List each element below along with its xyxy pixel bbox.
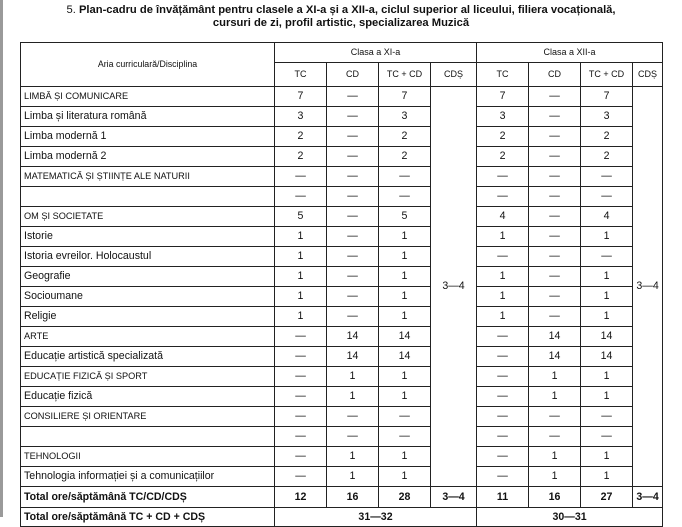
header-tccd-11: TC + CD: [379, 63, 431, 87]
cell-tccd-11: 14: [379, 347, 431, 367]
cell-tccd-12: 3: [581, 107, 633, 127]
cell-cd-12: —: [529, 187, 581, 207]
cell-tccd-11: 1: [379, 307, 431, 327]
total-cell-11: 16: [327, 487, 379, 508]
cell-tc-12: 7: [477, 87, 529, 107]
cell-tc-11: —: [275, 407, 327, 427]
cell-cd-11: —: [327, 207, 379, 227]
cds-class12-merged: 3—4: [633, 87, 663, 487]
cell-tccd-12: —: [581, 167, 633, 187]
table-row: [21, 147, 663, 167]
discipline-name: CONSILIERE ȘI ORIENTARE: [21, 407, 275, 427]
discipline-name: TEHNOLOGII: [21, 447, 275, 467]
total-cell-11: 12: [275, 487, 327, 508]
grand-total-row: [21, 508, 663, 527]
cell-tc-11: 1: [275, 307, 327, 327]
cell-cd-12: 1: [529, 367, 581, 387]
cell-cd-12: —: [529, 107, 581, 127]
title-number: 5.: [66, 4, 76, 16]
cds-class11-merged: 3—4: [431, 87, 477, 487]
class11-header: Clasa a XI-a: [275, 43, 477, 63]
cell-tc-11: 1: [275, 227, 327, 247]
header-tc-12: TC: [477, 63, 529, 87]
discipline-name: Istorie: [21, 227, 275, 247]
title-text-1: Plan-cadru de învățământ pentru clasele a XI-a și a XII-a, ciclul superior al liceului, filiera vocațională,: [78, 4, 616, 16]
cell-cd-11: —: [327, 187, 379, 207]
title-line-1: [20, 4, 662, 17]
discipline-name: LIMBĂ ȘI COMUNICARE: [21, 87, 275, 107]
curriculum-table: [20, 42, 663, 527]
table-row: [21, 347, 663, 367]
cell-cd-12: 1: [529, 467, 581, 487]
cell-tccd-11: 1: [379, 447, 431, 467]
cell-tc-12: —: [477, 467, 529, 487]
cell-tccd-12: —: [581, 247, 633, 267]
table-row: [21, 307, 663, 327]
document-title: [20, 4, 662, 30]
discipline-name: Limba modernă 2: [21, 147, 275, 167]
cell-tccd-12: 4: [581, 207, 633, 227]
cell-cd-11: —: [327, 167, 379, 187]
table-row: [21, 187, 663, 207]
discipline-name: EDUCAȚIE FIZICĂ ȘI SPORT: [21, 367, 275, 387]
cell-tccd-12: 1: [581, 447, 633, 467]
cell-cd-11: 1: [327, 387, 379, 407]
cell-tccd-11: 5: [379, 207, 431, 227]
discipline-name: [21, 187, 275, 207]
cell-tc-11: 7: [275, 87, 327, 107]
cell-tccd-12: —: [581, 407, 633, 427]
cell-tccd-11: 2: [379, 147, 431, 167]
cell-tc-11: 3: [275, 107, 327, 127]
total-cell-12: 11: [477, 487, 529, 508]
cell-tc-12: —: [477, 187, 529, 207]
class12-header: Clasa a XII-a: [477, 43, 663, 63]
grand-total-label: Total ore/săptămână TC + CD + CDȘ: [21, 508, 275, 527]
cell-cd-11: 1: [327, 447, 379, 467]
total-cell-12: 16: [529, 487, 581, 508]
table-row: [21, 407, 663, 427]
cell-tc-11: —: [275, 347, 327, 367]
table-row: [21, 287, 663, 307]
cell-tc-12: —: [477, 387, 529, 407]
table-row: [21, 87, 663, 107]
cell-cd-11: —: [327, 127, 379, 147]
cell-tc-12: 1: [477, 227, 529, 247]
cell-tccd-11: 1: [379, 247, 431, 267]
cell-cd-11: —: [327, 247, 379, 267]
page-left-edge: [0, 0, 3, 517]
cell-tccd-12: 7: [581, 87, 633, 107]
table-row: [21, 227, 663, 247]
cell-cd-11: —: [327, 87, 379, 107]
header-cds-11: CDȘ: [431, 63, 477, 87]
cell-tc-11: 2: [275, 127, 327, 147]
total-row: [21, 487, 663, 508]
discipline-name: Tehnologia informației și a comunicațiilor: [21, 467, 275, 487]
cell-cd-12: —: [529, 247, 581, 267]
cell-cd-11: —: [327, 287, 379, 307]
cell-cd-11: —: [327, 227, 379, 247]
total-label: Total ore/săptămână TC/CD/CDȘ: [21, 487, 275, 508]
header-cds-12: CDȘ: [633, 63, 663, 87]
cell-tc-12: 2: [477, 127, 529, 147]
cell-cd-12: —: [529, 147, 581, 167]
cell-tc-11: —: [275, 367, 327, 387]
total-cell-12: 3—4: [633, 487, 663, 508]
cell-tc-12: 3: [477, 107, 529, 127]
cell-tc-11: —: [275, 327, 327, 347]
discipline-name: Limba și literatura română: [21, 107, 275, 127]
cell-tc-12: —: [477, 447, 529, 467]
cell-tc-12: —: [477, 367, 529, 387]
cell-tc-12: 1: [477, 267, 529, 287]
cell-tccd-12: 2: [581, 127, 633, 147]
cell-cd-11: 1: [327, 367, 379, 387]
cell-tc-11: 1: [275, 267, 327, 287]
cell-cd-12: —: [529, 427, 581, 447]
table-row: [21, 447, 663, 467]
cell-tccd-12: 1: [581, 267, 633, 287]
total-cell-11: 3—4: [431, 487, 477, 508]
table-row: [21, 327, 663, 347]
discipline-name: [21, 427, 275, 447]
cell-cd-12: 14: [529, 347, 581, 367]
cell-tccd-11: 7: [379, 87, 431, 107]
total-cell-12: 27: [581, 487, 633, 508]
cell-tc-11: —: [275, 187, 327, 207]
cell-tc-11: 2: [275, 147, 327, 167]
header-cd-11: CD: [327, 63, 379, 87]
cell-tccd-11: —: [379, 167, 431, 187]
cell-tccd-11: —: [379, 427, 431, 447]
cell-tccd-12: 1: [581, 467, 633, 487]
cell-tc-12: 1: [477, 287, 529, 307]
area-header: Aria curriculară/Disciplina: [21, 43, 275, 87]
cell-tc-12: —: [477, 347, 529, 367]
cell-cd-12: 1: [529, 447, 581, 467]
grand-total-12: 30—31: [477, 508, 663, 527]
cell-tc-11: 5: [275, 207, 327, 227]
cell-cd-11: 14: [327, 327, 379, 347]
cell-tc-11: —: [275, 427, 327, 447]
cell-tccd-11: 1: [379, 287, 431, 307]
cell-tccd-12: 2: [581, 147, 633, 167]
cell-tccd-12: 1: [581, 367, 633, 387]
cell-tccd-11: 1: [379, 367, 431, 387]
cell-tccd-11: 1: [379, 227, 431, 247]
cell-tc-12: —: [477, 247, 529, 267]
header-cd-12: CD: [529, 63, 581, 87]
cell-tccd-12: 1: [581, 307, 633, 327]
discipline-name: Istoria evreilor. Holocaustul: [21, 247, 275, 267]
cell-cd-12: —: [529, 207, 581, 227]
cell-cd-12: —: [529, 307, 581, 327]
cell-cd-12: —: [529, 167, 581, 187]
cell-tc-11: 1: [275, 287, 327, 307]
table-row: [21, 127, 663, 147]
cell-tc-11: —: [275, 447, 327, 467]
cell-tccd-12: 1: [581, 287, 633, 307]
header-tc-11: TC: [275, 63, 327, 87]
cell-tc-12: —: [477, 427, 529, 447]
discipline-name: MATEMATICĂ ȘI ȘTIINȚE ALE NATURII: [21, 167, 275, 187]
cell-tccd-11: 1: [379, 267, 431, 287]
cell-cd-11: 1: [327, 467, 379, 487]
grand-total-11: 31—32: [275, 508, 477, 527]
cell-tccd-11: 3: [379, 107, 431, 127]
discipline-name: Religie: [21, 307, 275, 327]
cell-tccd-12: —: [581, 427, 633, 447]
cell-cd-11: —: [327, 107, 379, 127]
cell-tccd-11: —: [379, 407, 431, 427]
cell-tccd-11: 1: [379, 387, 431, 407]
cell-cd-12: —: [529, 227, 581, 247]
total-cell-11: 28: [379, 487, 431, 508]
discipline-name: ARTE: [21, 327, 275, 347]
cell-tccd-12: 14: [581, 347, 633, 367]
table-row: [21, 427, 663, 447]
table-row: [21, 107, 663, 127]
table-row: [21, 167, 663, 187]
table-row: [21, 207, 663, 227]
discipline-name: Geografie: [21, 267, 275, 287]
cell-tc-12: 2: [477, 147, 529, 167]
cell-cd-12: —: [529, 87, 581, 107]
cell-tccd-12: 14: [581, 327, 633, 347]
cell-cd-11: —: [327, 427, 379, 447]
cell-tc-11: 1: [275, 247, 327, 267]
cell-tc-11: —: [275, 467, 327, 487]
cell-tccd-12: —: [581, 187, 633, 207]
cell-cd-12: —: [529, 407, 581, 427]
cell-tccd-11: —: [379, 187, 431, 207]
table-row: [21, 387, 663, 407]
cell-tccd-12: 1: [581, 387, 633, 407]
table-row: [21, 367, 663, 387]
cell-tccd-11: 2: [379, 127, 431, 147]
discipline-name: Educație fizică: [21, 387, 275, 407]
cell-tc-11: —: [275, 387, 327, 407]
cell-tc-12: —: [477, 407, 529, 427]
cell-cd-12: —: [529, 287, 581, 307]
header-row-1: [21, 43, 663, 63]
cell-cd-11: —: [327, 147, 379, 167]
cell-tc-12: 1: [477, 307, 529, 327]
table-row: [21, 467, 663, 487]
cell-cd-12: 1: [529, 387, 581, 407]
cell-tccd-12: 1: [581, 227, 633, 247]
discipline-name: Socioumane: [21, 287, 275, 307]
cell-cd-11: 14: [327, 347, 379, 367]
discipline-name: Educație artistică specializată: [21, 347, 275, 367]
table-row: [21, 267, 663, 287]
cell-tc-11: —: [275, 167, 327, 187]
discipline-name: Limba modernă 1: [21, 127, 275, 147]
title-line-2: cursuri de zi, profil artistic, specializarea Muzică: [212, 17, 470, 29]
cell-cd-12: 14: [529, 327, 581, 347]
cell-cd-11: —: [327, 267, 379, 287]
cell-cd-12: —: [529, 127, 581, 147]
cell-tccd-11: 14: [379, 327, 431, 347]
header-tccd-12: TC + CD: [581, 63, 633, 87]
cell-tccd-11: 1: [379, 467, 431, 487]
cell-tc-12: 4: [477, 207, 529, 227]
table-row: [21, 247, 663, 267]
cell-tc-12: —: [477, 167, 529, 187]
discipline-name: OM ȘI SOCIETATE: [21, 207, 275, 227]
cell-tc-12: —: [477, 327, 529, 347]
cell-cd-11: —: [327, 407, 379, 427]
cell-cd-12: —: [529, 267, 581, 287]
cell-cd-11: —: [327, 307, 379, 327]
